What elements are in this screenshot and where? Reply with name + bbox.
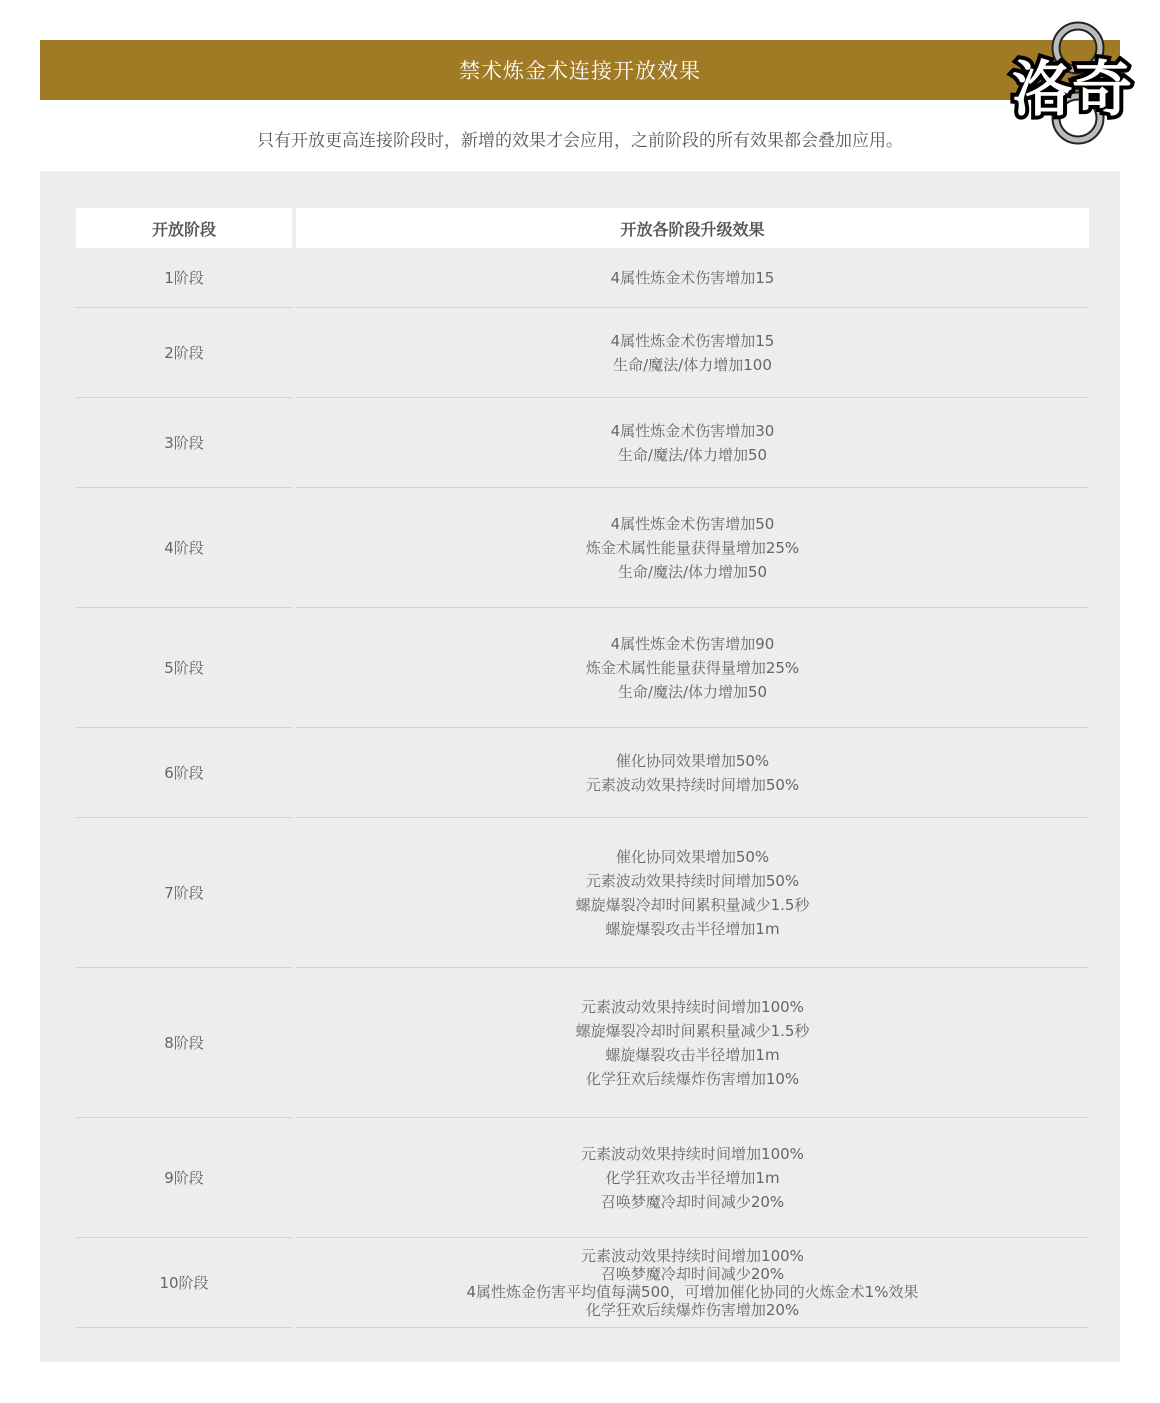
effect-line: 召唤梦魔冷却时间减少20% — [600, 1192, 785, 1211]
effect-line: 化学狂欢攻击半径增加1m — [605, 1168, 780, 1187]
effect-cell — [296, 488, 1089, 608]
table-row — [76, 728, 1089, 818]
stage-cell: 5阶段 — [76, 608, 292, 728]
stage-cell: 7阶段 — [76, 818, 292, 968]
effect-cell — [296, 1118, 1089, 1238]
effect-line: 4属性炼金术伤害增加15 — [610, 331, 775, 350]
effect-line: 4属性炼金术伤害增加15 — [610, 268, 775, 287]
table-row — [76, 818, 1089, 968]
effect-cell — [296, 1238, 1089, 1328]
effect-cell — [296, 248, 1089, 308]
table-row — [76, 608, 1089, 728]
effect-line: 4属性炼金伤害平均值每满500，可增加催化协同的火炼金术1%效果 — [466, 1282, 919, 1301]
table-row — [76, 248, 1089, 308]
logo-text: 洛奇 — [1012, 55, 1132, 125]
table-header — [76, 208, 1089, 248]
effect-cell — [296, 398, 1089, 488]
effect-line: 螺旋爆裂攻击半径增加1m — [605, 1045, 780, 1064]
stage-cell: 3阶段 — [76, 398, 292, 488]
effect-cell — [296, 728, 1089, 818]
page-title: 禁术炼金术连接开放效果 — [459, 59, 701, 83]
effect-line: 元素波动效果持续时间增加50% — [585, 871, 800, 890]
table-body — [76, 248, 1089, 1328]
stage-cell: 1阶段 — [76, 248, 292, 308]
effect-cell — [296, 968, 1089, 1118]
table-row — [76, 1118, 1089, 1238]
stage-cell: 6阶段 — [76, 728, 292, 818]
effect-line: 螺旋爆裂冷却时间累积量减少1.5秒 — [575, 1021, 810, 1040]
effect-line: 元素波动效果持续时间增加50% — [585, 775, 800, 794]
effect-line: 催化协同效果增加50% — [615, 847, 770, 866]
stage-cell: 10阶段 — [76, 1238, 292, 1328]
effect-line: 化学狂欢后续爆炸伤害增加10% — [585, 1069, 800, 1088]
effect-line: 炼金术属性能量获得量增加25% — [585, 538, 800, 557]
effect-line: 炼金术属性能量获得量增加25% — [585, 658, 800, 677]
stage-cell: 8阶段 — [76, 968, 292, 1118]
subtitle: 只有开放更高连接阶段时，新增的效果才会应用，之前阶段的所有效果都会叠加应用。 — [257, 131, 903, 151]
effect-line: 螺旋爆裂攻击半径增加1m — [605, 919, 780, 938]
table-row — [76, 1238, 1089, 1328]
content-panel — [40, 171, 1120, 1362]
effect-cell — [296, 818, 1089, 968]
effect-line: 4属性炼金术伤害增加50 — [610, 514, 775, 533]
effect-line: 4属性炼金术伤害增加30 — [610, 421, 775, 440]
table-row — [76, 968, 1089, 1118]
table-row — [76, 488, 1089, 608]
effect-line: 螺旋爆裂冷却时间累积量减少1.5秒 — [575, 895, 810, 914]
effect-line: 生命/魔法/体力增加50 — [617, 445, 768, 464]
stage-cell: 4阶段 — [76, 488, 292, 608]
header-effect: 开放各阶段升级效果 — [296, 208, 1089, 248]
effect-line: 元素波动效果持续时间增加100% — [581, 1246, 804, 1265]
effect-line: 化学狂欢后续爆炸伤害增加20% — [585, 1300, 800, 1319]
stage-cell: 9阶段 — [76, 1118, 292, 1238]
effect-cell — [296, 308, 1089, 398]
table-row — [76, 308, 1089, 398]
effect-line: 生命/魔法/体力增加50 — [617, 682, 768, 701]
effect-line: 生命/魔法/体力增加100 — [613, 355, 772, 374]
effect-line: 催化协同效果增加50% — [615, 751, 770, 770]
effect-cell — [296, 608, 1089, 728]
effect-line: 4属性炼金术伤害增加90 — [610, 634, 775, 653]
header-bar — [40, 40, 1120, 100]
effect-line: 召唤梦魔冷却时间减少20% — [600, 1264, 785, 1283]
table-row — [76, 398, 1089, 488]
effect-line: 元素波动效果持续时间增加100% — [581, 1144, 804, 1163]
header-stage: 开放阶段 — [76, 208, 292, 248]
effects-table — [76, 208, 1089, 1328]
effect-line: 生命/魔法/体力增加50 — [617, 562, 768, 581]
effect-line: 元素波动效果持续时间增加100% — [581, 997, 804, 1016]
stage-cell: 2阶段 — [76, 308, 292, 398]
